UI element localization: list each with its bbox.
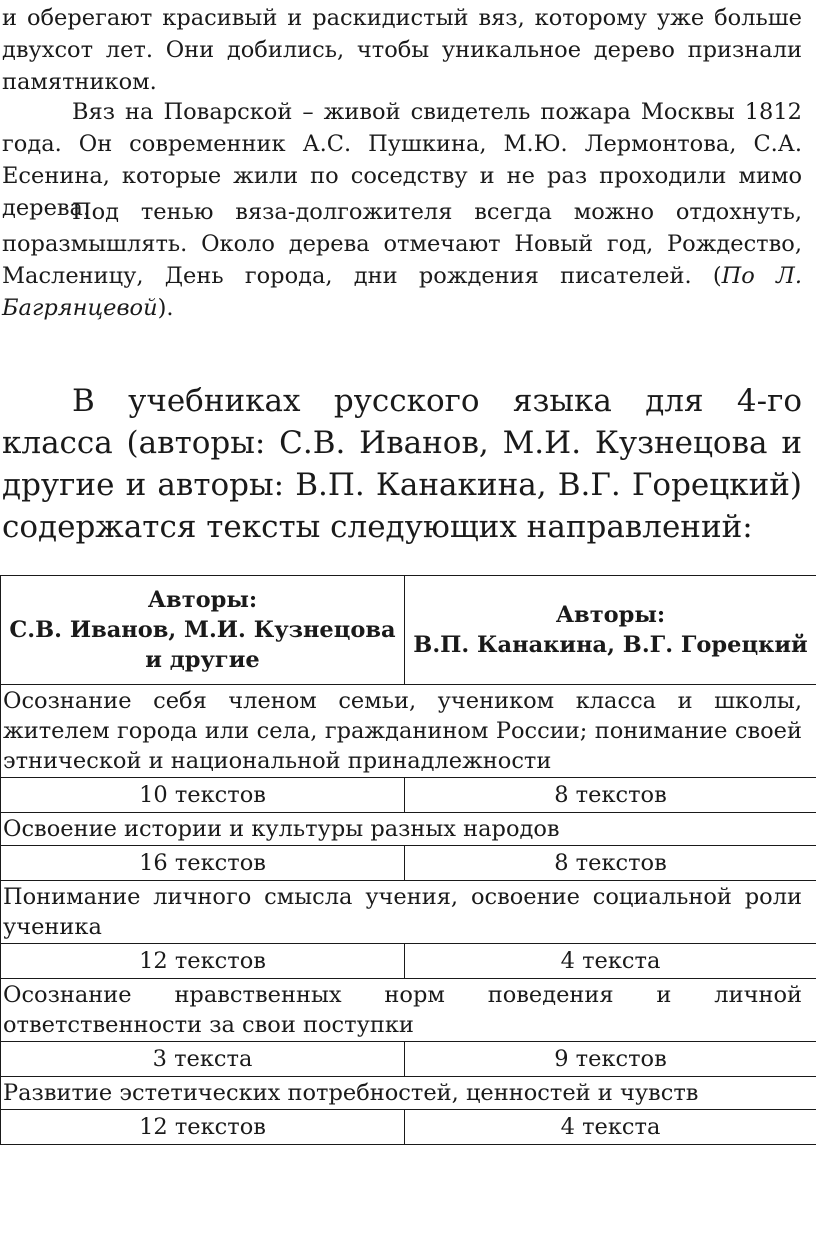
intro-paragraph-2: Вяз на Поварской – живой свидетель пожара Москвы 1812 года. Он современник А.С. Пушкина, М.Ю. Лермонтова, С.А. Есенина, которые жили по соседству и не раз проходили мимо дерева. bbox=[2, 99, 802, 221]
intro-paragraph-1: и оберегают красивый и раскидистый вяз, которому уже больше двухсот лет. Они добились, чтобы уникальное дерево признали памятником. bbox=[2, 5, 802, 95]
count-row bbox=[1, 1042, 816, 1077]
intro-paragraph-3-end: ). bbox=[157, 295, 174, 321]
source-attribution: По Л. Багрянцевой bbox=[2, 263, 802, 321]
criterion-cell: Развитие эстетических потребностей, ценностей и чувств bbox=[1, 1077, 816, 1110]
intro-paragraph-3-text: Под тенью вяза-долгожителя всегда можно отдохнуть, поразмышлять. Около дерева отмечают Новый год, Рождество, Масленицу, День города, дни рождения писателей. ( bbox=[2, 199, 802, 289]
count-right: 8 текстов bbox=[405, 778, 816, 813]
intro-paragraph-3 bbox=[0, 196, 816, 324]
criterion-row bbox=[1, 685, 816, 778]
header-right-line-1: Авторы: bbox=[555, 602, 666, 628]
header-left-line-3: и другие bbox=[145, 647, 260, 673]
criterion-row bbox=[1, 979, 816, 1042]
count-right: 4 текста bbox=[405, 944, 816, 979]
criterion-row bbox=[1, 813, 816, 846]
count-left: 12 текстов bbox=[1, 1110, 405, 1145]
count-row bbox=[1, 944, 816, 979]
header-right-line-2: В.П. Канакина, В.Г. Горецкий bbox=[413, 632, 808, 658]
criterion-cell: Осознание нравственных норм поведения и личной ответственности за свои поступки bbox=[1, 979, 816, 1042]
header-right bbox=[405, 576, 816, 685]
header-left-line-2: С.В. Иванов, М.И. Кузнецова bbox=[9, 617, 396, 643]
count-row bbox=[1, 778, 816, 813]
count-left: 3 текста bbox=[1, 1042, 405, 1077]
criterion-cell: Понимание личного смысла учения, освоение социальной роли ученика bbox=[1, 881, 816, 944]
header-left-line-1: Авторы: bbox=[147, 587, 258, 613]
count-row bbox=[1, 846, 816, 881]
count-row bbox=[1, 1110, 816, 1145]
criterion-cell: Осознание себя членом семьи, учеником класса и школы, жителем города или села, гражданином России; понимание своей этнической и национальной принадлежности bbox=[1, 685, 816, 778]
count-right: 8 текстов bbox=[405, 846, 816, 881]
main-paragraph: В учебниках русского языка для 4-го класса (авторы: С.В. Иванов, М.И. Кузнецова и другие и авторы: В.П. Канакина, В.Г. Горецкий) содержатся тексты следующих направлений: bbox=[2, 383, 802, 545]
count-right: 4 текста bbox=[405, 1110, 816, 1145]
count-left: 12 текстов bbox=[1, 944, 405, 979]
count-left: 10 текстов bbox=[1, 778, 405, 813]
header-left bbox=[1, 576, 405, 685]
table-header-row bbox=[1, 576, 816, 685]
criterion-cell: Освоение истории и культуры разных народов bbox=[1, 813, 816, 846]
count-left: 16 текстов bbox=[1, 846, 405, 881]
criterion-row bbox=[1, 881, 816, 944]
comparison-table bbox=[0, 575, 816, 1145]
criterion-row bbox=[1, 1077, 816, 1110]
count-right: 9 текстов bbox=[405, 1042, 816, 1077]
